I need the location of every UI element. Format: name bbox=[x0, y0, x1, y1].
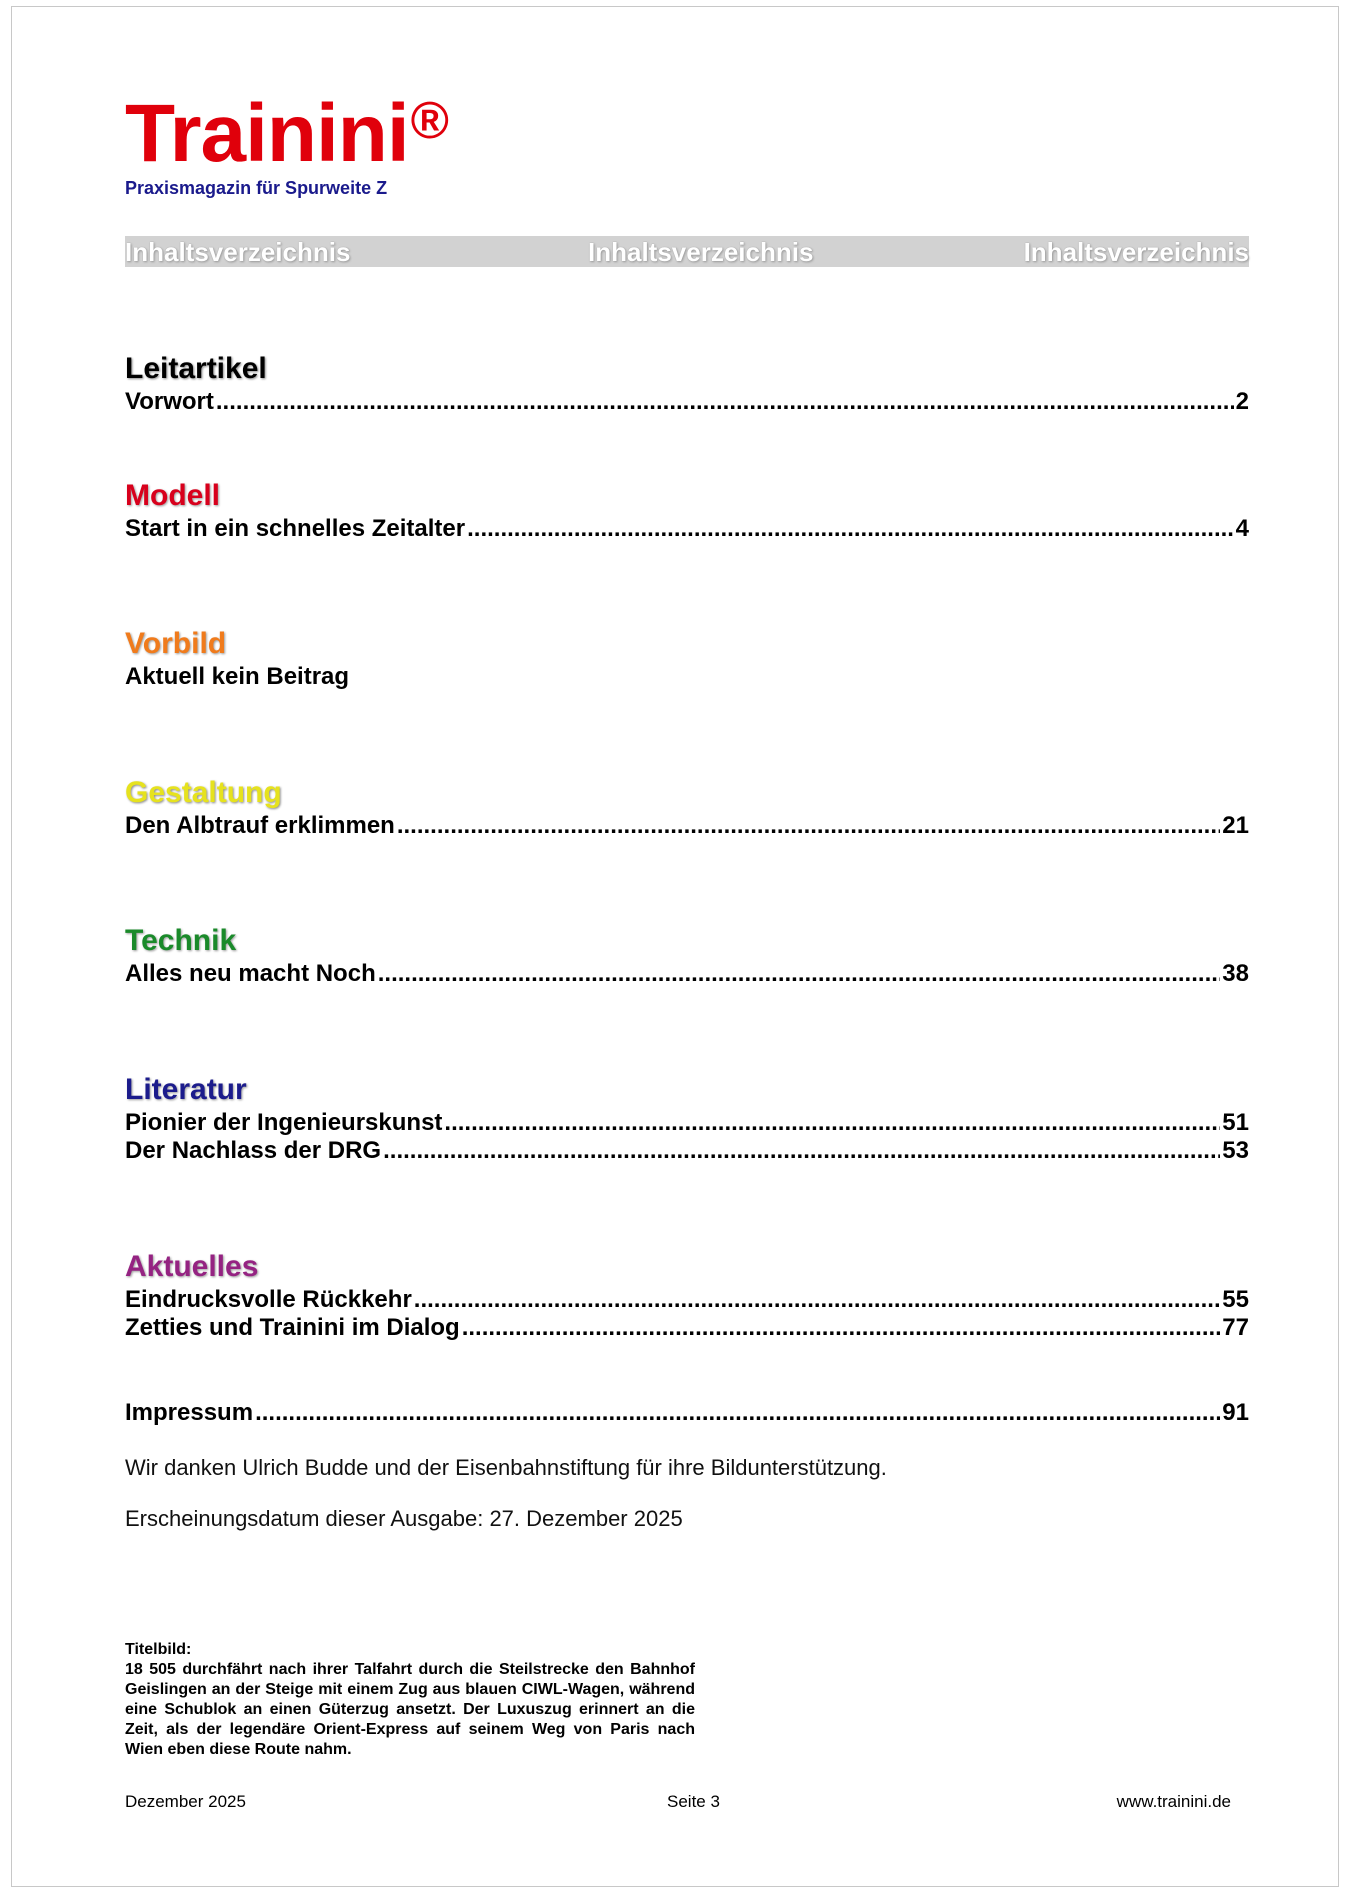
dot-leader bbox=[383, 1137, 1220, 1165]
banner-label-center: Inhaltsverzeichnis bbox=[588, 237, 814, 267]
thanks-note: Wir danken Ulrich Budde und der Eisenbahnstiftung für ihre Bildunterstützung. bbox=[125, 1455, 887, 1480]
magazine-subtitle: Praxismagazin für Spurweite Z bbox=[125, 178, 388, 198]
entry-page: 53 bbox=[1222, 1137, 1249, 1164]
entry-page: 38 bbox=[1222, 960, 1249, 987]
brand-name: Trainini bbox=[125, 88, 409, 179]
entry-title: Start in ein schnelles Zeitalter bbox=[125, 515, 466, 542]
entry-page: 77 bbox=[1222, 1314, 1249, 1341]
banner-label-right: Inhaltsverzeichnis bbox=[1023, 237, 1249, 267]
dot-leader bbox=[444, 1109, 1220, 1137]
caption-text: 18 505 durchfährt nach ihrer Talfahrt durch die Steilstrecke den Bahnhof Geislingen an der Steige mit einem Zug aus blauen CIWL-Wagen, während eine Schublok an einen Güterzug ansetzt. Der Luxuszug erinnert an die Zeit, als der legendäre Orient-Express auf seinem Weg von Paris nach Wien eben diese Route nahm. bbox=[125, 1661, 695, 1758]
dot-leader bbox=[467, 515, 1234, 543]
toc-entry[interactable] bbox=[125, 515, 1249, 543]
entry-title: Der Nachlass der DRG bbox=[125, 1137, 382, 1164]
section-leitartikel bbox=[125, 352, 1249, 416]
section-modell bbox=[125, 479, 1249, 543]
toc-entry[interactable] bbox=[125, 960, 1249, 988]
section-heading: Modell bbox=[125, 479, 220, 512]
toc-entry[interactable] bbox=[125, 1109, 1249, 1137]
entry-page: 91 bbox=[1222, 1399, 1249, 1426]
section-literatur bbox=[125, 1073, 1249, 1165]
section-impressum bbox=[125, 1399, 1249, 1427]
dot-leader bbox=[414, 1286, 1221, 1314]
caption-label: Titelbild: bbox=[125, 1641, 192, 1658]
section-heading: Literatur bbox=[125, 1073, 247, 1106]
toc-entry[interactable] bbox=[125, 1137, 1249, 1165]
toc-entry[interactable] bbox=[125, 1286, 1249, 1314]
section-heading: Gestaltung bbox=[125, 776, 282, 809]
section-gestaltung bbox=[125, 776, 1249, 840]
entry-title: Eindrucksvolle Rückkehr bbox=[125, 1286, 412, 1313]
entry-title: Aktuell kein Beitrag bbox=[125, 663, 350, 690]
section-heading: Technik bbox=[125, 924, 237, 957]
toc-banner bbox=[125, 236, 1249, 267]
banner-label-left: Inhaltsverzeichnis bbox=[125, 237, 351, 267]
entry-title: Den Albtrauf erklimmen bbox=[125, 812, 395, 839]
section-heading: Vorbild bbox=[125, 627, 227, 660]
dot-leader bbox=[216, 388, 1234, 416]
entry-title: Impressum bbox=[125, 1399, 254, 1426]
toc-entry bbox=[125, 663, 1249, 691]
brand-logo bbox=[125, 88, 448, 179]
toc-entry[interactable] bbox=[125, 1399, 1249, 1427]
entry-title: Vorwort bbox=[125, 388, 214, 415]
cover-caption bbox=[125, 1640, 695, 1760]
section-technik bbox=[125, 924, 1249, 988]
entry-page: 55 bbox=[1222, 1286, 1249, 1313]
footer-date: Dezember 2025 bbox=[125, 1792, 246, 1811]
section-heading: Aktuelles bbox=[125, 1250, 259, 1283]
entry-title: Pionier der Ingenieurskunst bbox=[125, 1109, 443, 1136]
dot-leader bbox=[378, 960, 1221, 988]
entry-title: Zetties und Trainini im Dialog bbox=[125, 1314, 460, 1341]
registered-mark: ® bbox=[410, 92, 448, 150]
document-page bbox=[11, 6, 1339, 1887]
release-date: Erscheinungsdatum dieser Ausgabe: 27. Dezember 2025 bbox=[125, 1506, 683, 1531]
entry-page: 2 bbox=[1235, 388, 1249, 415]
footer-website[interactable]: www.trainini.de bbox=[1116, 1792, 1231, 1811]
entry-page: 4 bbox=[1235, 515, 1249, 542]
dot-leader bbox=[462, 1314, 1221, 1342]
section-aktuelles bbox=[125, 1250, 1249, 1342]
toc-entry[interactable] bbox=[125, 1314, 1249, 1342]
dot-leader bbox=[397, 812, 1220, 840]
entry-page: 21 bbox=[1222, 812, 1249, 839]
toc-entry[interactable] bbox=[125, 388, 1249, 416]
toc-entry[interactable] bbox=[125, 812, 1249, 840]
dot-leader bbox=[255, 1399, 1220, 1427]
footer-page-number: Seite 3 bbox=[667, 1792, 720, 1811]
section-heading: Leitartikel bbox=[125, 352, 267, 385]
entry-title: Alles neu macht Noch bbox=[125, 960, 376, 987]
section-vorbild bbox=[125, 627, 1249, 691]
entry-page: 51 bbox=[1222, 1109, 1249, 1136]
